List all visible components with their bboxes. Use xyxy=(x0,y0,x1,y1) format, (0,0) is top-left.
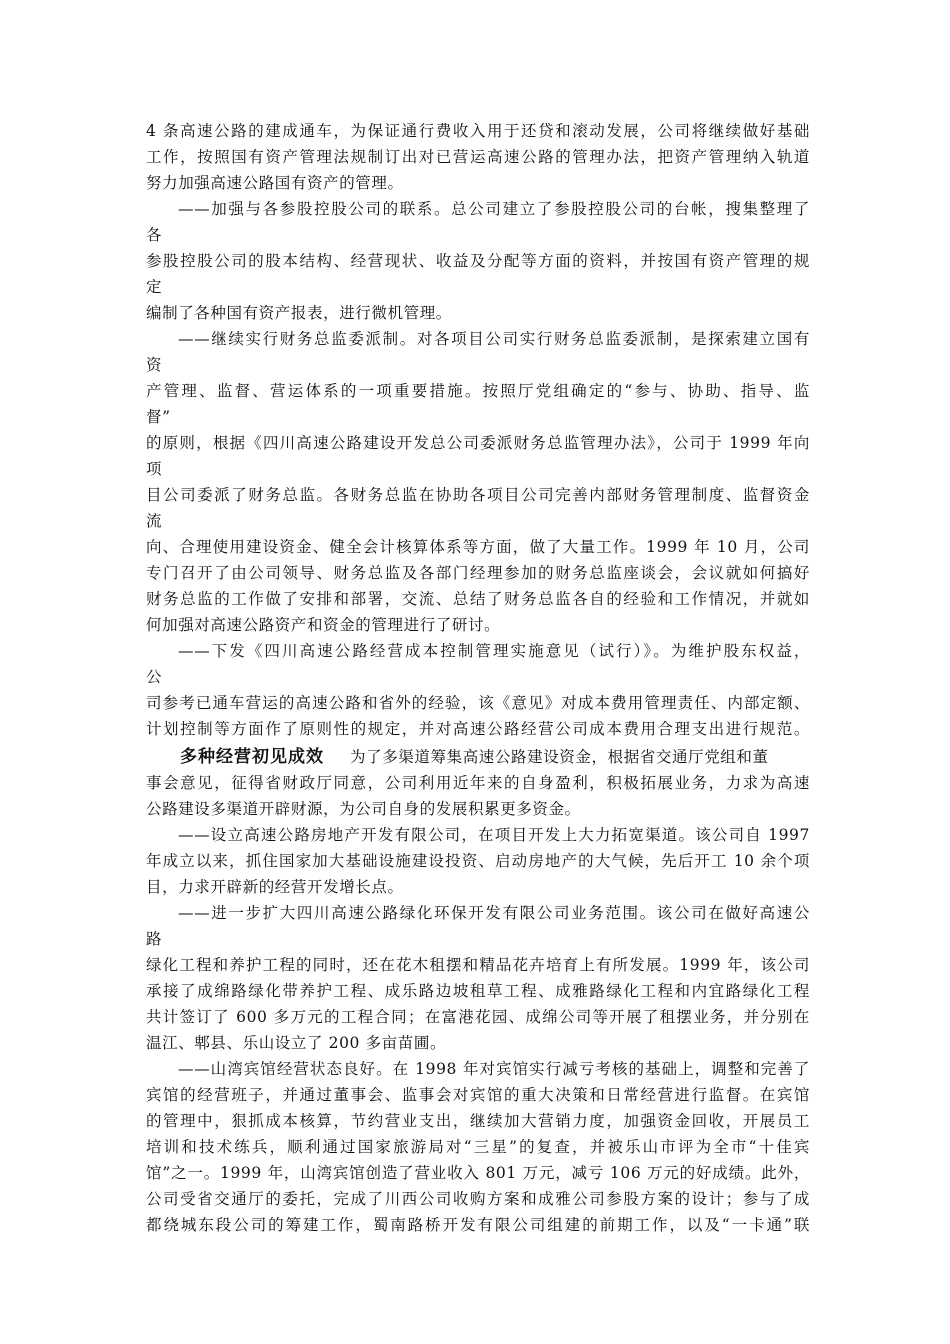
paragraph-line: 专门召开了由公司领导、财务总监及各部门经理参加的财务总监座谈会，会议就如何搞好 xyxy=(146,564,810,582)
paragraph-line: ——加强与各参股控股公司的联系。总公司建立了参股控股公司的台帐，搜集整理了 xyxy=(178,200,810,218)
paragraph-line: 培训和技术练兵，顺利通过国家旅游局对“三星”的复查，并被乐山市评为全市“十佳宾 xyxy=(146,1138,810,1156)
paragraph-line: 目公司委派了财务总监。各财务总监在协助各项目公司完善内部财务管理制度、监督资金 xyxy=(146,486,810,504)
paragraph-line: 各 xyxy=(146,226,163,244)
paragraph-line: 路 xyxy=(146,930,163,948)
paragraph-line: 资 xyxy=(146,356,163,374)
paragraph-line: ——山湾宾馆经营状态良好。在 1998 年对宾馆实行减亏考核的基础上，调整和完善了 xyxy=(178,1060,810,1078)
paragraph-line: 公路建设多渠道开辟财源，为公司自身的发展积累更多资金。 xyxy=(146,800,581,818)
paragraph-line: 温江、郫县、乐山设立了 200 多亩苗圃。 xyxy=(146,1034,447,1052)
paragraph-line: ——继续实行财务总监委派制。对各项目公司实行财务总监委派制，是探索建立国有 xyxy=(178,330,810,348)
heading-line xyxy=(146,744,810,770)
heading-line-text: 为了多渠道筹集高速公路建设资金，根据省交通厅党组和董 xyxy=(350,748,769,766)
paragraph-line: 计划控制等方面作了原则性的规定，并对高速公路经营公司成本费用合理支出进行规范。 xyxy=(146,720,810,738)
paragraph-line: 共计签订了 600 多万元的工程合同；在富港花园、成绵公司等开展了租摆业务，并分别在 xyxy=(146,1008,810,1026)
paragraph-line: ——进一步扩大四川高速公路绿化环保开发有限公司业务范围。该公司在做好高速公 xyxy=(178,904,810,922)
paragraph-line: 项 xyxy=(146,460,163,478)
paragraph-line: 的原则，根据《四川高速公路建设开发总公司委派财务总监管理办法》，公司于 1999 年向 xyxy=(146,434,810,452)
paragraph-line: 绿化工程和养护工程的同时，还在花木租摆和精品花卉培育上有所发展。1999 年，该公司 xyxy=(146,956,810,974)
paragraph-line: 馆”之一。1999 年，山湾宾馆创造了营业收入 801 万元，减亏 106 万元的好成绩。此外， xyxy=(146,1164,810,1182)
paragraph-line: ——设立高速公路房地产开发有限公司，在项目开发上大力拓宽渠道。该公司自 1997 xyxy=(178,826,810,844)
paragraph-line: 参股控股公司的股本结构、经营现状、收益及分配等方面的资料，并按国有资产管理的规 xyxy=(146,252,810,270)
paragraph-line: 产管理、监督、营运体系的一项重要措施。按照厅党组确定的“参与、协助、指导、监 xyxy=(146,382,810,400)
paragraph-line: 司参考已通车营运的高速公路和省外的经验，该《意见》对成本费用管理责任、内部定额、 xyxy=(146,694,810,712)
paragraph-line: 承接了成绵路绿化带养护工程、成乐路边坡租草工程、成雅路绿化工程和内宜路绿化工程 xyxy=(146,982,810,1000)
paragraph-line: ——下发《四川高速公路经营成本控制管理实施意见（试行）》。为维护股东权益， xyxy=(178,642,810,660)
paragraph-line: 年成立以来，抓住国家加大基础设施建设投资、启动房地产的大气候，先后开工 10 余个项 xyxy=(146,852,810,870)
paragraph-line: 财务总监的工作做了安排和部署，交流、总结了财务总监各自的经验和工作情况，并就如 xyxy=(146,590,810,608)
paragraph-line: 工作，按照国有资产管理法规制订出对已营运高速公路的管理办法，把资产管理纳入轨道 xyxy=(146,148,810,166)
paragraph-line: 定 xyxy=(146,278,163,296)
paragraph-line: 编制了各种国有资产报表，进行微机管理。 xyxy=(146,304,452,322)
paragraph-line: 目，力求开辟新的经营开发增长点。 xyxy=(146,878,404,896)
paragraph-line: 向、合理使用建设资金、健全会计核算体系等方面，做了大量工作。1999 年 10 月，公司 xyxy=(146,538,810,556)
paragraph-line: 努力加强高速公路国有资产的管理。 xyxy=(146,174,404,192)
section-heading: 多种经营初见成效 xyxy=(180,747,324,767)
paragraph-line: 公司受省交通厅的委托，完成了川西公司收购方案和成雅公司参股方案的设计；参与了成 xyxy=(146,1190,810,1208)
section-diversified-operations xyxy=(146,744,810,1238)
paragraph-line: 4 条高速公路的建成通车，为保证通行费收入用于还贷和滚动发展，公司将继续做好基础 xyxy=(146,122,810,140)
paragraph-line: 何加强对高速公路资产和资金的管理进行了研讨。 xyxy=(146,616,501,634)
paragraph-line: 的管理中，狠抓成本核算，节约营业支出，继续加大营销力度，加强资金回收，开展员工 xyxy=(146,1112,810,1130)
paragraph-line: 宾馆的经营班子，并通过董事会、监事会对宾馆的重大决策和日常经营进行监督。在宾馆 xyxy=(146,1086,810,1104)
section-asset-management xyxy=(146,118,810,742)
paragraph-line: 督” xyxy=(146,408,171,426)
paragraph-line: 事会意见，征得省财政厅同意，公司利用近年来的自身盈利，积极拓展业务，力求为高速 xyxy=(146,774,810,792)
paragraph-line: 都绕城东段公司的筹建工作，蜀南路桥开发有限公司组建的前期工作，以及“一卡通”联 xyxy=(146,1216,810,1234)
paragraph-line: 流 xyxy=(146,512,163,530)
paragraph-line: 公 xyxy=(146,668,163,686)
